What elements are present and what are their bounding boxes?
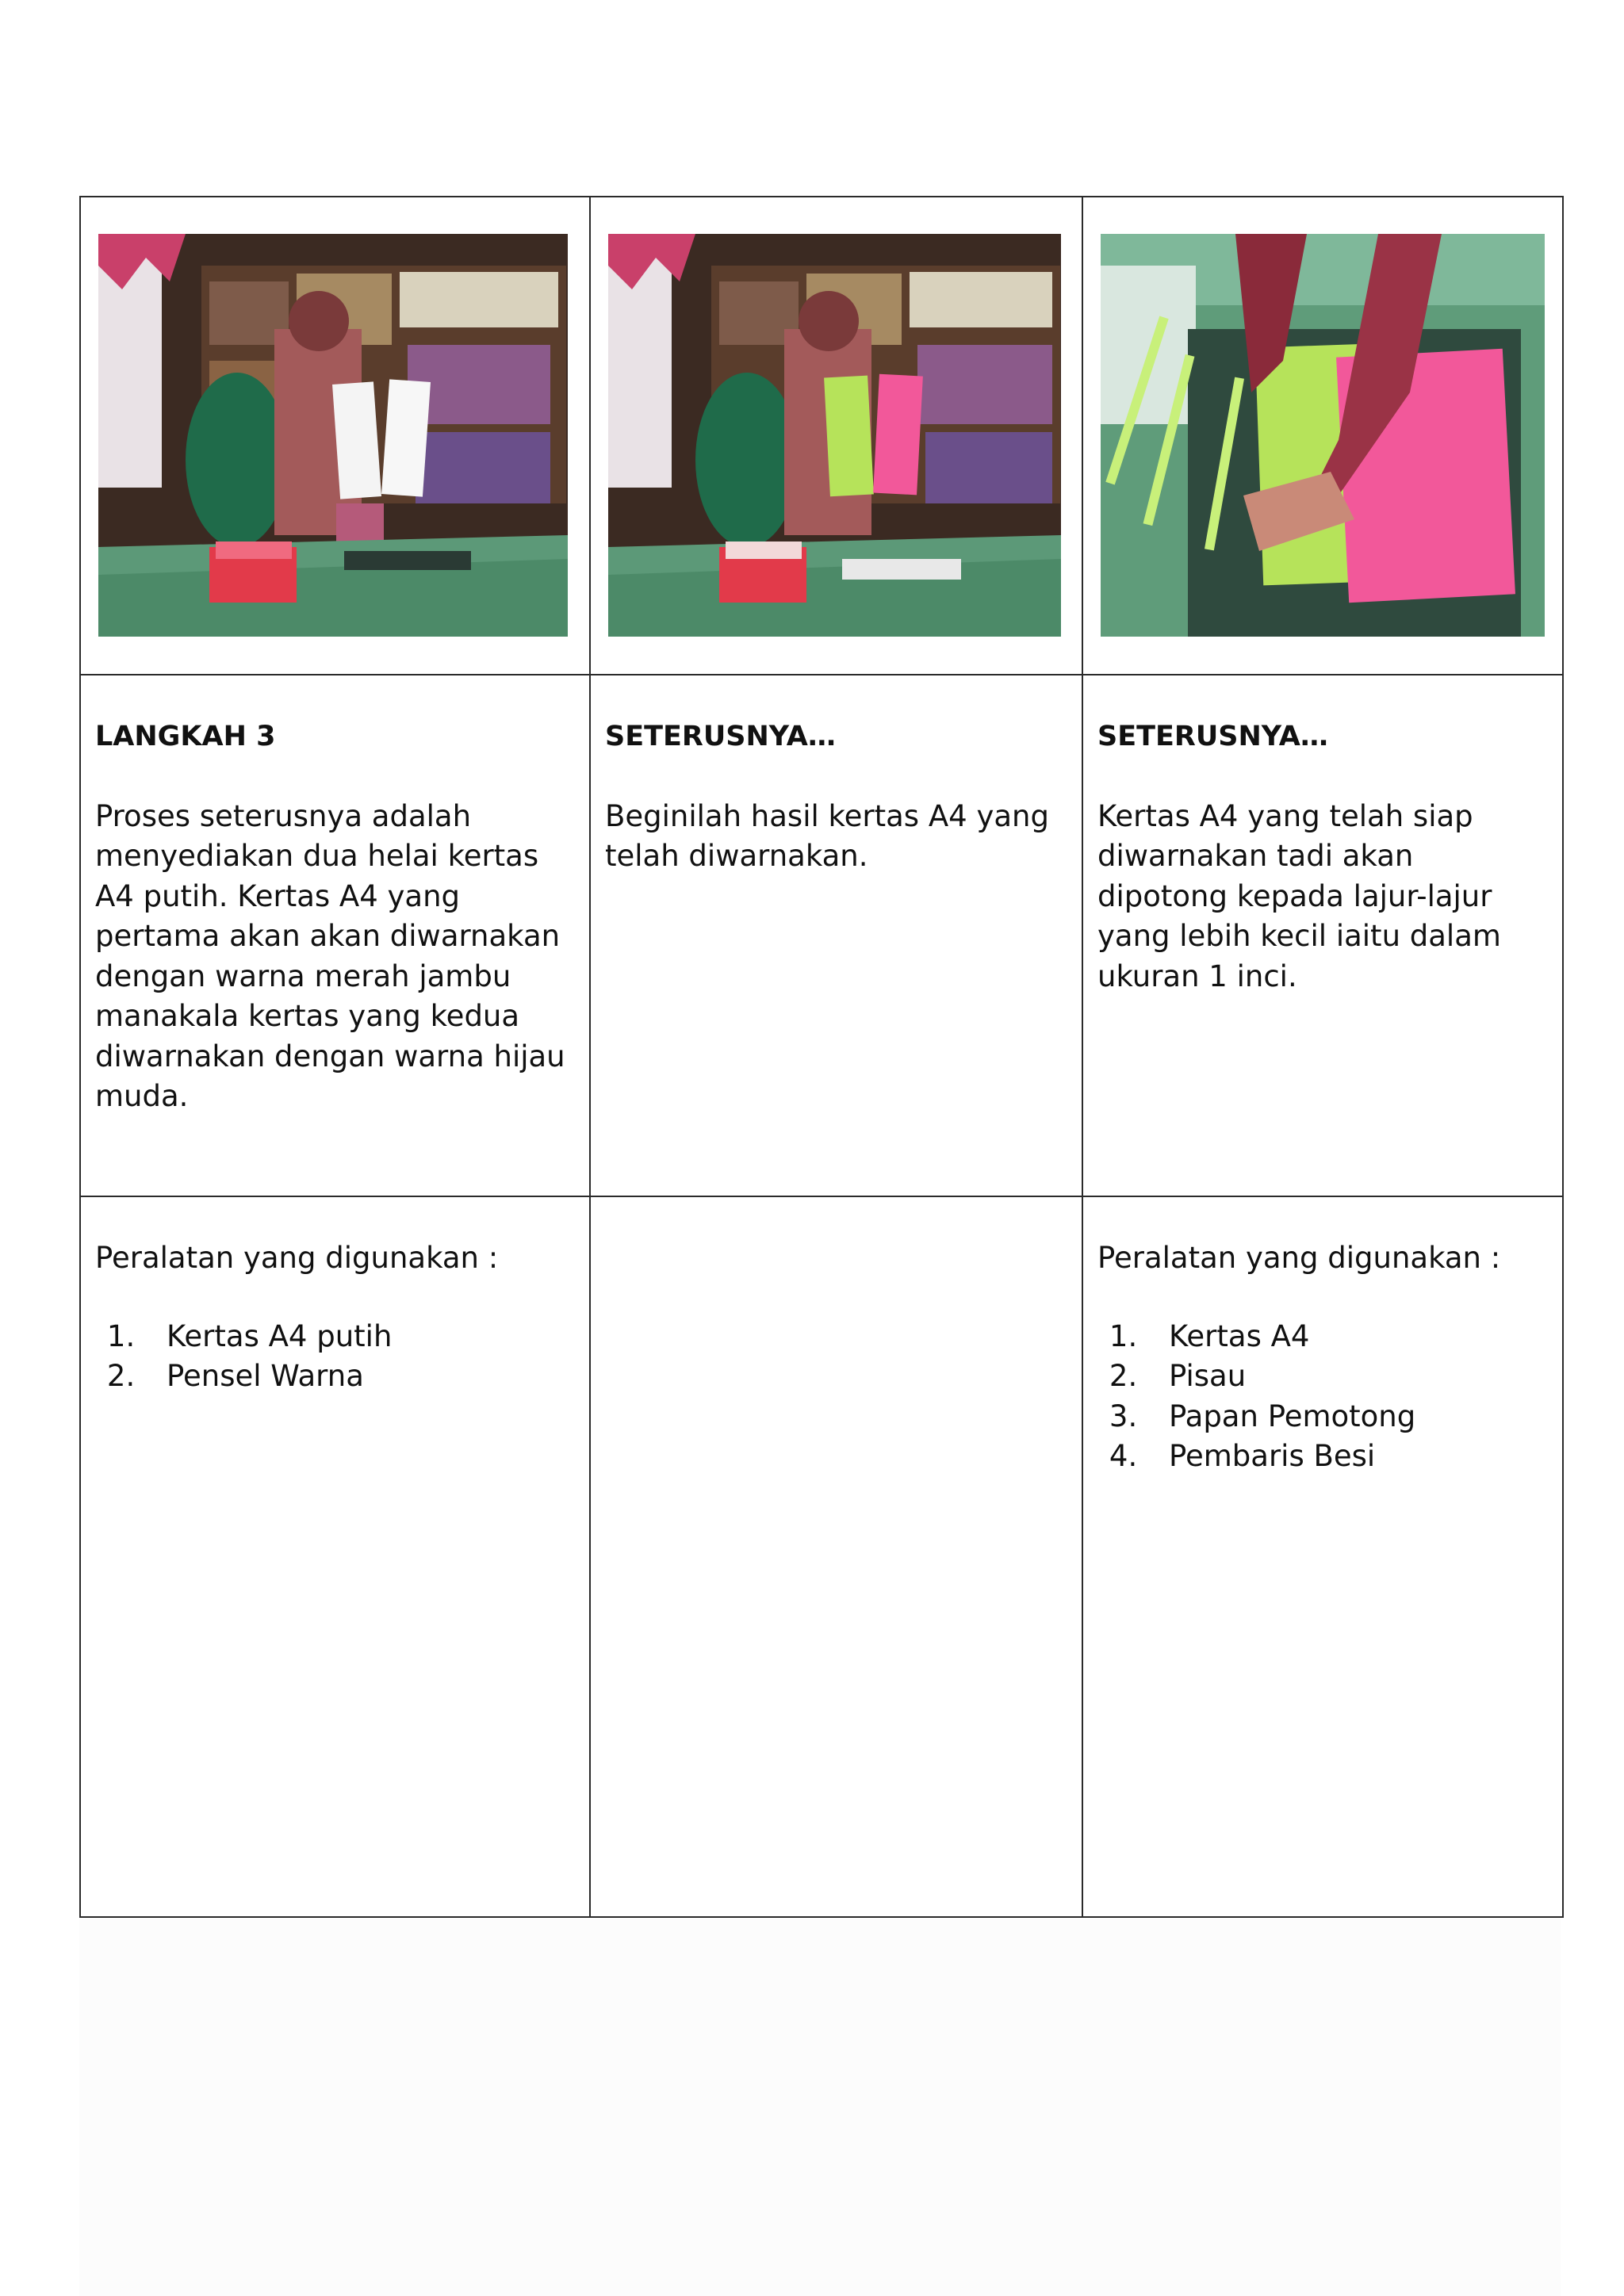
step-description: Kertas A4 yang telah siap diwarnakan tadi akan dipotong kepada lajur-lajur yang lebih kecil iaitu dalam ukuran 1 inci. <box>1097 798 1501 993</box>
tools-heading: Peralatan yang digunakan : <box>95 1241 499 1275</box>
tools-heading: Peralatan yang digunakan : <box>1097 1241 1501 1275</box>
step-title: SETERUSNYA… <box>605 721 836 752</box>
tools-list-item: 2. Pisau <box>1147 1357 1548 1397</box>
storyboard-table <box>79 196 1564 1918</box>
tools-cell-3 <box>1082 1196 1563 1917</box>
step-title: SETERUSNYA… <box>1097 721 1328 752</box>
photo-row <box>80 197 1563 675</box>
description-cell-1 <box>80 675 590 1196</box>
description-cell-2 <box>590 675 1082 1196</box>
tools-list <box>1097 1317 1548 1477</box>
page-background <box>79 1919 1561 2296</box>
tools-list-item: 3. Papan Pemotong <box>1147 1397 1548 1437</box>
photo-cell-2 <box>590 197 1082 675</box>
tools-list-item: 1. Kertas A4 <box>1147 1317 1548 1357</box>
tools-list-item: 1. Kertas A4 putih <box>144 1317 575 1357</box>
description-cell-3 <box>1082 675 1563 1196</box>
description-row <box>80 675 1563 1196</box>
step-description: Beginilah hasil kertas A4 yang telah diwarnakan. <box>605 798 1049 873</box>
tools-row <box>80 1196 1563 1917</box>
tools-list <box>95 1317 575 1397</box>
tools-cell-2 <box>590 1196 1082 1917</box>
step-title: LANGKAH 3 <box>95 721 276 752</box>
tools-cell-1 <box>80 1196 590 1917</box>
tools-list-item: 2. Pensel Warna <box>144 1357 575 1397</box>
step-description: Proses seterusnya adalah menyediakan dua helai kertas A4 putih. Kertas A4 yang pertama akan akan diwarnakan dengan warna merah jambu manakala kertas yang kedua diwarnakan dengan warna hijau muda. <box>95 798 565 1113</box>
tools-list-item: 4. Pembaris Besi <box>1147 1437 1548 1477</box>
photo-cell-3 <box>1082 197 1563 675</box>
photo-colored-papers <box>608 234 1061 637</box>
photo-cutting-strips <box>1101 234 1545 637</box>
photo-cell-1 <box>80 197 590 675</box>
photo-white-papers <box>98 234 568 637</box>
